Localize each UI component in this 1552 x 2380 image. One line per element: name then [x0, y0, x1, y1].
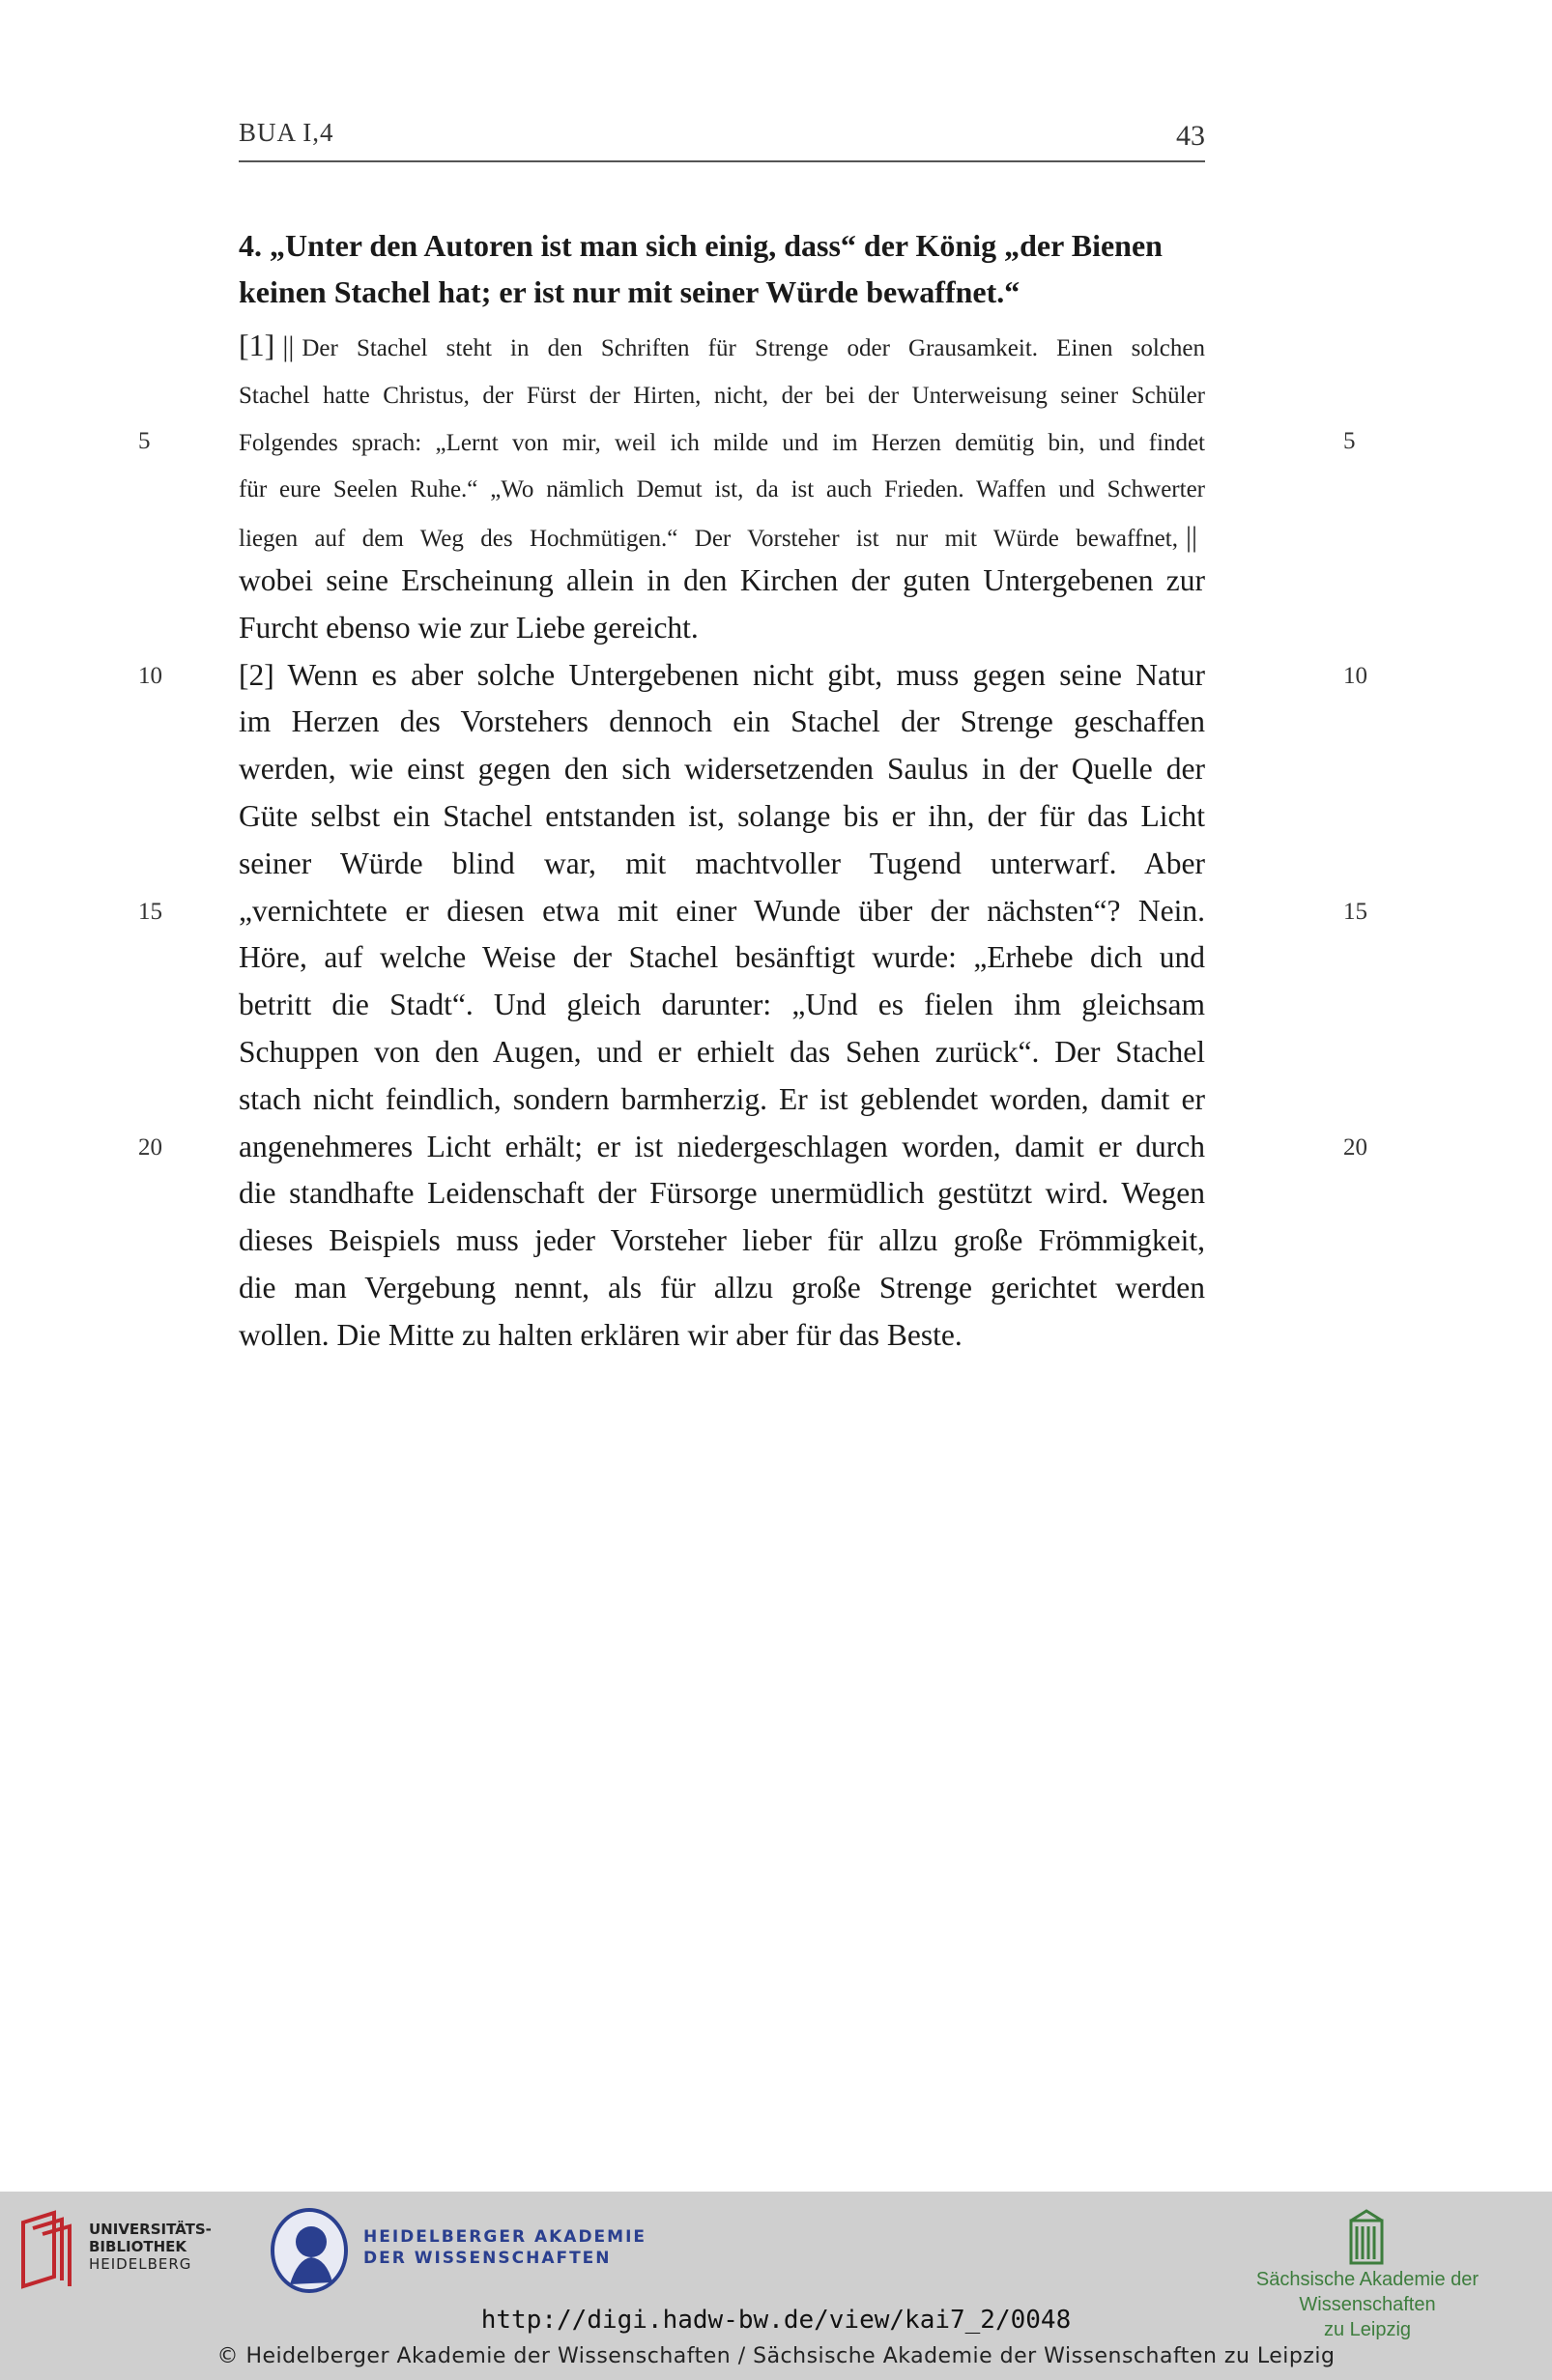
- university-library-logo: [15, 2209, 83, 2294]
- text-line: Höre, auf welche Weise der Stachel besänftigt wurde: „Erhebe dich und: [239, 940, 1205, 975]
- small-print-line: liegen auf dem Weg des Hochmütigen.“ Der Vorsteher ist nur mit Würde bewaffnet, ||: [239, 514, 1205, 563]
- text-line: stach nicht feindlich, sondern barmherzig. Er ist geblendet worden, damit er: [239, 1081, 1205, 1116]
- line-number: 20: [138, 1134, 162, 1161]
- page-number: 43: [1176, 120, 1205, 152]
- text-line: im Herzen des Vorstehers dennoch ein Stachel der Strenge geschaffen: [239, 704, 1205, 739]
- heading-line: 4. „Unter den Autoren ist man sich einig, dass“ der König „der Bienen: [239, 228, 1163, 263]
- small-print-line: für eure Seelen Ruhe.“ „Wo nämlich Demut ist, da ist auch Frieden. Waffen und Schwerter: [239, 476, 1205, 503]
- text-line: die standhafte Leidenschaft der Fürsorge unermüdlich gestützt wird. Wegen: [239, 1176, 1205, 1211]
- text-line: „vernichtete er diesen etwa mit einer Wunde über der nächsten“? Nein.: [239, 893, 1205, 928]
- text-line: Schuppen von den Augen, und er erhielt das Sehen zurück“. Der Stachel: [239, 1034, 1205, 1069]
- header-siglum: BUA I,4: [239, 118, 334, 147]
- academy-seal-logo: [269, 2207, 350, 2294]
- copyright-notice: © Heidelberger Akademie der Wissenschaften / Sächsische Akademie der Wissenschaften zu Leipzig: [216, 2344, 1336, 2368]
- text-line: dieses Beispiels muss jeder Vorsteher lieber für allzu große Frömmigkeit,: [239, 1223, 1205, 1258]
- saxon-academy-name: Sächsische Akademie der Wissenschaften zu Leipzig: [1255, 2269, 1480, 2340]
- text-line: angenehmeres Licht erhält; er ist niedergeschlagen worden, damit er durch: [239, 1129, 1205, 1163]
- text-line: die man Vergebung nennt, als für allzu große Strenge gerichtet werden: [239, 1270, 1205, 1305]
- small-print-line: Stachel hatte Christus, der Fürst der Hirten, nicht, der bei der Unterweisung seiner Schüler: [239, 382, 1205, 409]
- line-number: 15: [1343, 899, 1367, 925]
- text-line: betritt die Stadt“. Und gleich darunter: „Und es fielen ihm gleichsam: [239, 988, 1205, 1022]
- small-print-line: Folgendes sprach: „Lernt von mir, weil ich milde und im Herzen demütig bin, und findet: [239, 429, 1205, 456]
- text-line: [2] Wenn es aber solche Untergebenen nicht gibt, muss gegen seine Natur: [239, 657, 1205, 692]
- line-number: 15: [138, 899, 162, 925]
- running-header: [239, 114, 1205, 162]
- passage-bars: ||: [1185, 521, 1197, 554]
- small-print-passage: [239, 322, 1205, 563]
- line-number: 10: [138, 663, 162, 689]
- text-line: Güte selbst ein Stachel entstanden ist, solange bis er ihn, der für das Licht: [239, 798, 1205, 833]
- text-line: werden, wie einst gegen den sich widersetzenden Saulus in der Quelle der: [239, 752, 1205, 787]
- text-line: wobei seine Erscheinung allein in den Kirchen der guten Untergebenen zur: [239, 563, 1205, 597]
- line-number: 10: [1343, 663, 1367, 689]
- footer-banner: [0, 2192, 1552, 2380]
- line-number: 20: [1343, 1134, 1367, 1161]
- text-line: seiner Würde blind war, mit machtvoller Tugend unterwarf. Aber: [239, 846, 1205, 880]
- paragraph-marker: [1]: [239, 328, 275, 362]
- university-library-name: UNIVERSITÄTS- BIBLIOTHEK HEIDELBERG: [89, 2221, 212, 2273]
- section-heading: [239, 222, 1205, 315]
- text-line: wollen. Die Mitte zu halten erklären wir aber für das Beste.: [239, 1317, 963, 1352]
- passage-bars: ||: [282, 330, 295, 362]
- small-print-line: [1] || Der Stachel steht in den Schriften für Strenge oder Grausamkeit. Einen solchen: [239, 322, 1205, 373]
- body-text: [239, 558, 1205, 1360]
- heading-line: keinen Stachel hat; er ist nur mit seiner Würde bewaffnet.“: [239, 274, 1020, 309]
- line-number: 5: [138, 428, 151, 454]
- source-url-link[interactable]: http://digi.hadw-bw.de/view/kai7_2/0048: [480, 2306, 1072, 2335]
- text-line: Furcht ebenso wie zur Liebe gereicht.: [239, 610, 699, 645]
- academy-name: HEIDELBERGER AKADEMIE DER WISSENSCHAFTEN: [363, 2227, 647, 2268]
- saxon-academy-logo: [1345, 2209, 1388, 2267]
- line-number: 5: [1343, 428, 1356, 454]
